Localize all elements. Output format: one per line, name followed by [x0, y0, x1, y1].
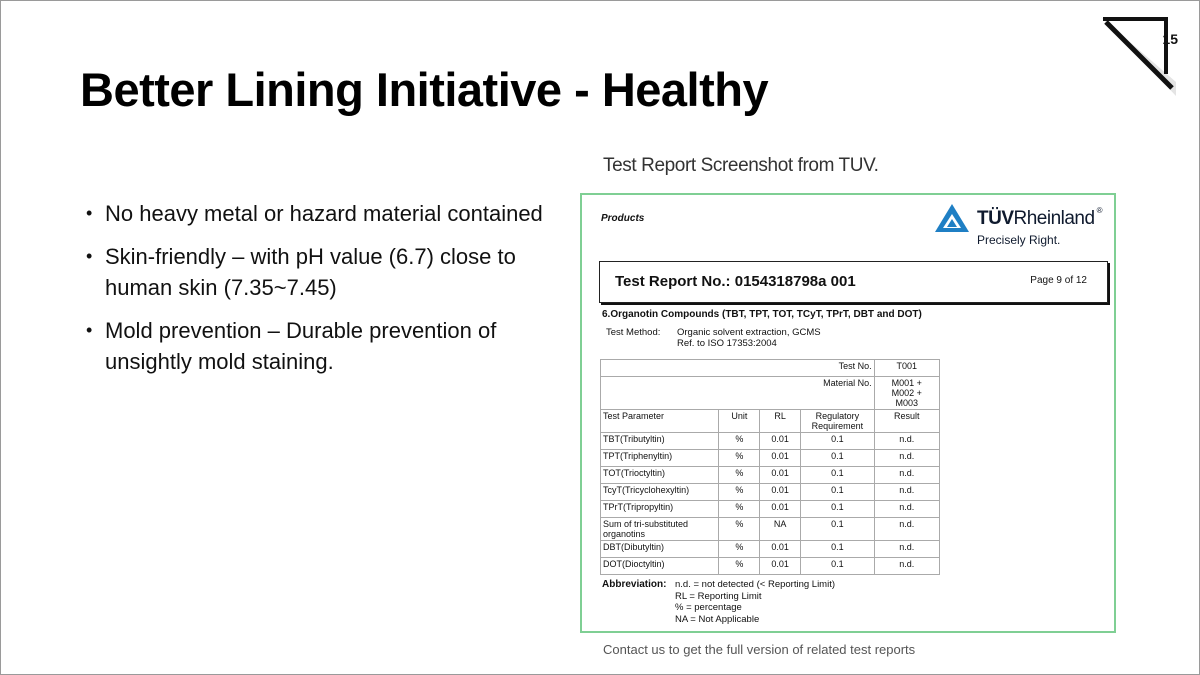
- abbreviation-line: n.d. = not detected (< Reporting Limit): [675, 579, 836, 590]
- products-label: Products: [601, 213, 645, 224]
- bullet-item: [86, 315, 556, 377]
- test-method-line: Ref. to ISO 17353:2004: [677, 338, 777, 349]
- table-row: [601, 377, 940, 410]
- table-row: [601, 484, 940, 501]
- cell-parameter: TPrT(Tripropyltin): [601, 501, 719, 518]
- table-row: [601, 541, 940, 558]
- cell-parameter: TPT(Triphenyltin): [601, 450, 719, 467]
- cell-rl: NA: [760, 518, 801, 541]
- bullet-dot: •: [86, 246, 93, 266]
- header-parameter: Test Parameter: [601, 410, 719, 433]
- material-no-line: M002 +: [891, 388, 922, 398]
- cell-regulatory: 0.1: [801, 541, 875, 558]
- bullet-item: [86, 198, 556, 229]
- corner-page-mark: [1100, 16, 1176, 96]
- test-no-label: Test No.: [601, 360, 875, 377]
- cell-rl: 0.01: [760, 484, 801, 501]
- cell-parameter: DOT(Dioctyltin): [601, 558, 719, 575]
- abbreviation-list: [675, 579, 835, 625]
- header-rl: RL: [760, 410, 801, 433]
- header-unit: Unit: [719, 410, 760, 433]
- material-no-line: M003: [895, 398, 919, 408]
- cell-unit: %: [719, 541, 760, 558]
- test-report-image: [580, 193, 1116, 633]
- test-method-label: Test Method:: [606, 327, 661, 338]
- cell-result: n.d.: [874, 518, 939, 541]
- bullet-list: [86, 198, 556, 389]
- bullet-dot: •: [86, 320, 93, 340]
- table-row: [601, 467, 940, 484]
- abbreviation-line: % = percentage: [675, 602, 742, 613]
- cell-regulatory: 0.1: [801, 467, 875, 484]
- header-result: Result: [874, 410, 939, 433]
- abbreviation-line: NA = Not Applicable: [675, 613, 760, 625]
- cell-regulatory: 0.1: [801, 501, 875, 518]
- bullet-text: Skin-friendly – with pH value (6.7) close to human skin (7.35~7.45): [105, 244, 516, 300]
- cell-parameter: TBT(Tributyltin): [601, 433, 719, 450]
- material-no-value: [874, 377, 939, 410]
- cell-result: n.d.: [874, 467, 939, 484]
- cell-parameter: Sum of tri-substituted organotins: [601, 518, 719, 541]
- test-method-line: Organic solvent extraction, GCMS: [677, 327, 821, 338]
- cell-parameter: DBT(Dibutyltin): [601, 541, 719, 558]
- bullet-text: No heavy metal or hazard material contained: [105, 201, 543, 226]
- cell-result: n.d.: [874, 558, 939, 575]
- test-method-text: [677, 327, 821, 349]
- header-regulatory: Regulatory Requirement: [801, 410, 875, 433]
- tuv-triangle-logo-icon: [934, 203, 970, 233]
- cell-result: n.d.: [874, 484, 939, 501]
- table-row: [601, 450, 940, 467]
- brand-bold: TÜV: [977, 208, 1014, 229]
- cell-regulatory: 0.1: [801, 518, 875, 541]
- report-caption: Test Report Screenshot from TUV.: [603, 155, 879, 176]
- report-number: Test Report No.: 0154318798a 001: [615, 273, 856, 290]
- report-page-info: Page 9 of 12: [1030, 275, 1087, 286]
- cell-result: n.d.: [874, 541, 939, 558]
- cell-regulatory: 0.1: [801, 558, 875, 575]
- table-row: [601, 518, 940, 541]
- table-header-row: [601, 410, 940, 433]
- section-title: 6.Organotin Compounds (TBT, TPT, TOT, TCyT, TPrT, DBT and DOT): [602, 309, 922, 320]
- slide-title: Better Lining Initiative - Healthy: [80, 63, 769, 116]
- cell-unit: %: [719, 467, 760, 484]
- cell-parameter: TcyT(Tricyclohexyltin): [601, 484, 719, 501]
- report-number-box: [599, 261, 1108, 303]
- abbreviation-label: Abbreviation:: [602, 579, 667, 590]
- material-no-label: Material No.: [601, 377, 875, 410]
- table-row: [601, 558, 940, 575]
- cell-result: n.d.: [874, 433, 939, 450]
- test-no-value: T001: [874, 360, 939, 377]
- footer-note: Contact us to get the full version of related test reports: [603, 642, 916, 657]
- results-table: [600, 359, 940, 575]
- page-number: 15: [1162, 31, 1178, 47]
- cell-unit: %: [719, 484, 760, 501]
- cell-rl: 0.01: [760, 433, 801, 450]
- cell-unit: %: [719, 558, 760, 575]
- cell-rl: 0.01: [760, 541, 801, 558]
- cell-regulatory: 0.1: [801, 433, 875, 450]
- cell-unit: %: [719, 433, 760, 450]
- cell-unit: %: [719, 501, 760, 518]
- cell-parameter: TOT(Trioctyltin): [601, 467, 719, 484]
- cell-result: n.d.: [874, 450, 939, 467]
- material-no-line: M001 +: [891, 378, 922, 388]
- cell-rl: 0.01: [760, 467, 801, 484]
- cell-unit: %: [719, 450, 760, 467]
- table-row: [601, 433, 940, 450]
- bullet-dot: •: [86, 203, 93, 223]
- table-row: [601, 501, 940, 518]
- cell-regulatory: 0.1: [801, 450, 875, 467]
- tuv-tagline: Precisely Right.: [977, 233, 1061, 247]
- cell-result: n.d.: [874, 501, 939, 518]
- cell-rl: 0.01: [760, 450, 801, 467]
- table-row: [601, 360, 940, 377]
- brand-rest: Rheinland: [1013, 208, 1095, 229]
- registered-mark: ®: [1096, 206, 1102, 215]
- cell-rl: 0.01: [760, 558, 801, 575]
- tuv-brand-name: [977, 208, 1102, 230]
- bullet-text: Mold prevention – Durable prevention of unsightly mold staining.: [105, 318, 497, 374]
- abbreviation-line: RL = Reporting Limit: [675, 590, 762, 602]
- cell-unit: %: [719, 518, 760, 541]
- bullet-item: [86, 241, 556, 303]
- cell-rl: 0.01: [760, 501, 801, 518]
- cell-regulatory: 0.1: [801, 484, 875, 501]
